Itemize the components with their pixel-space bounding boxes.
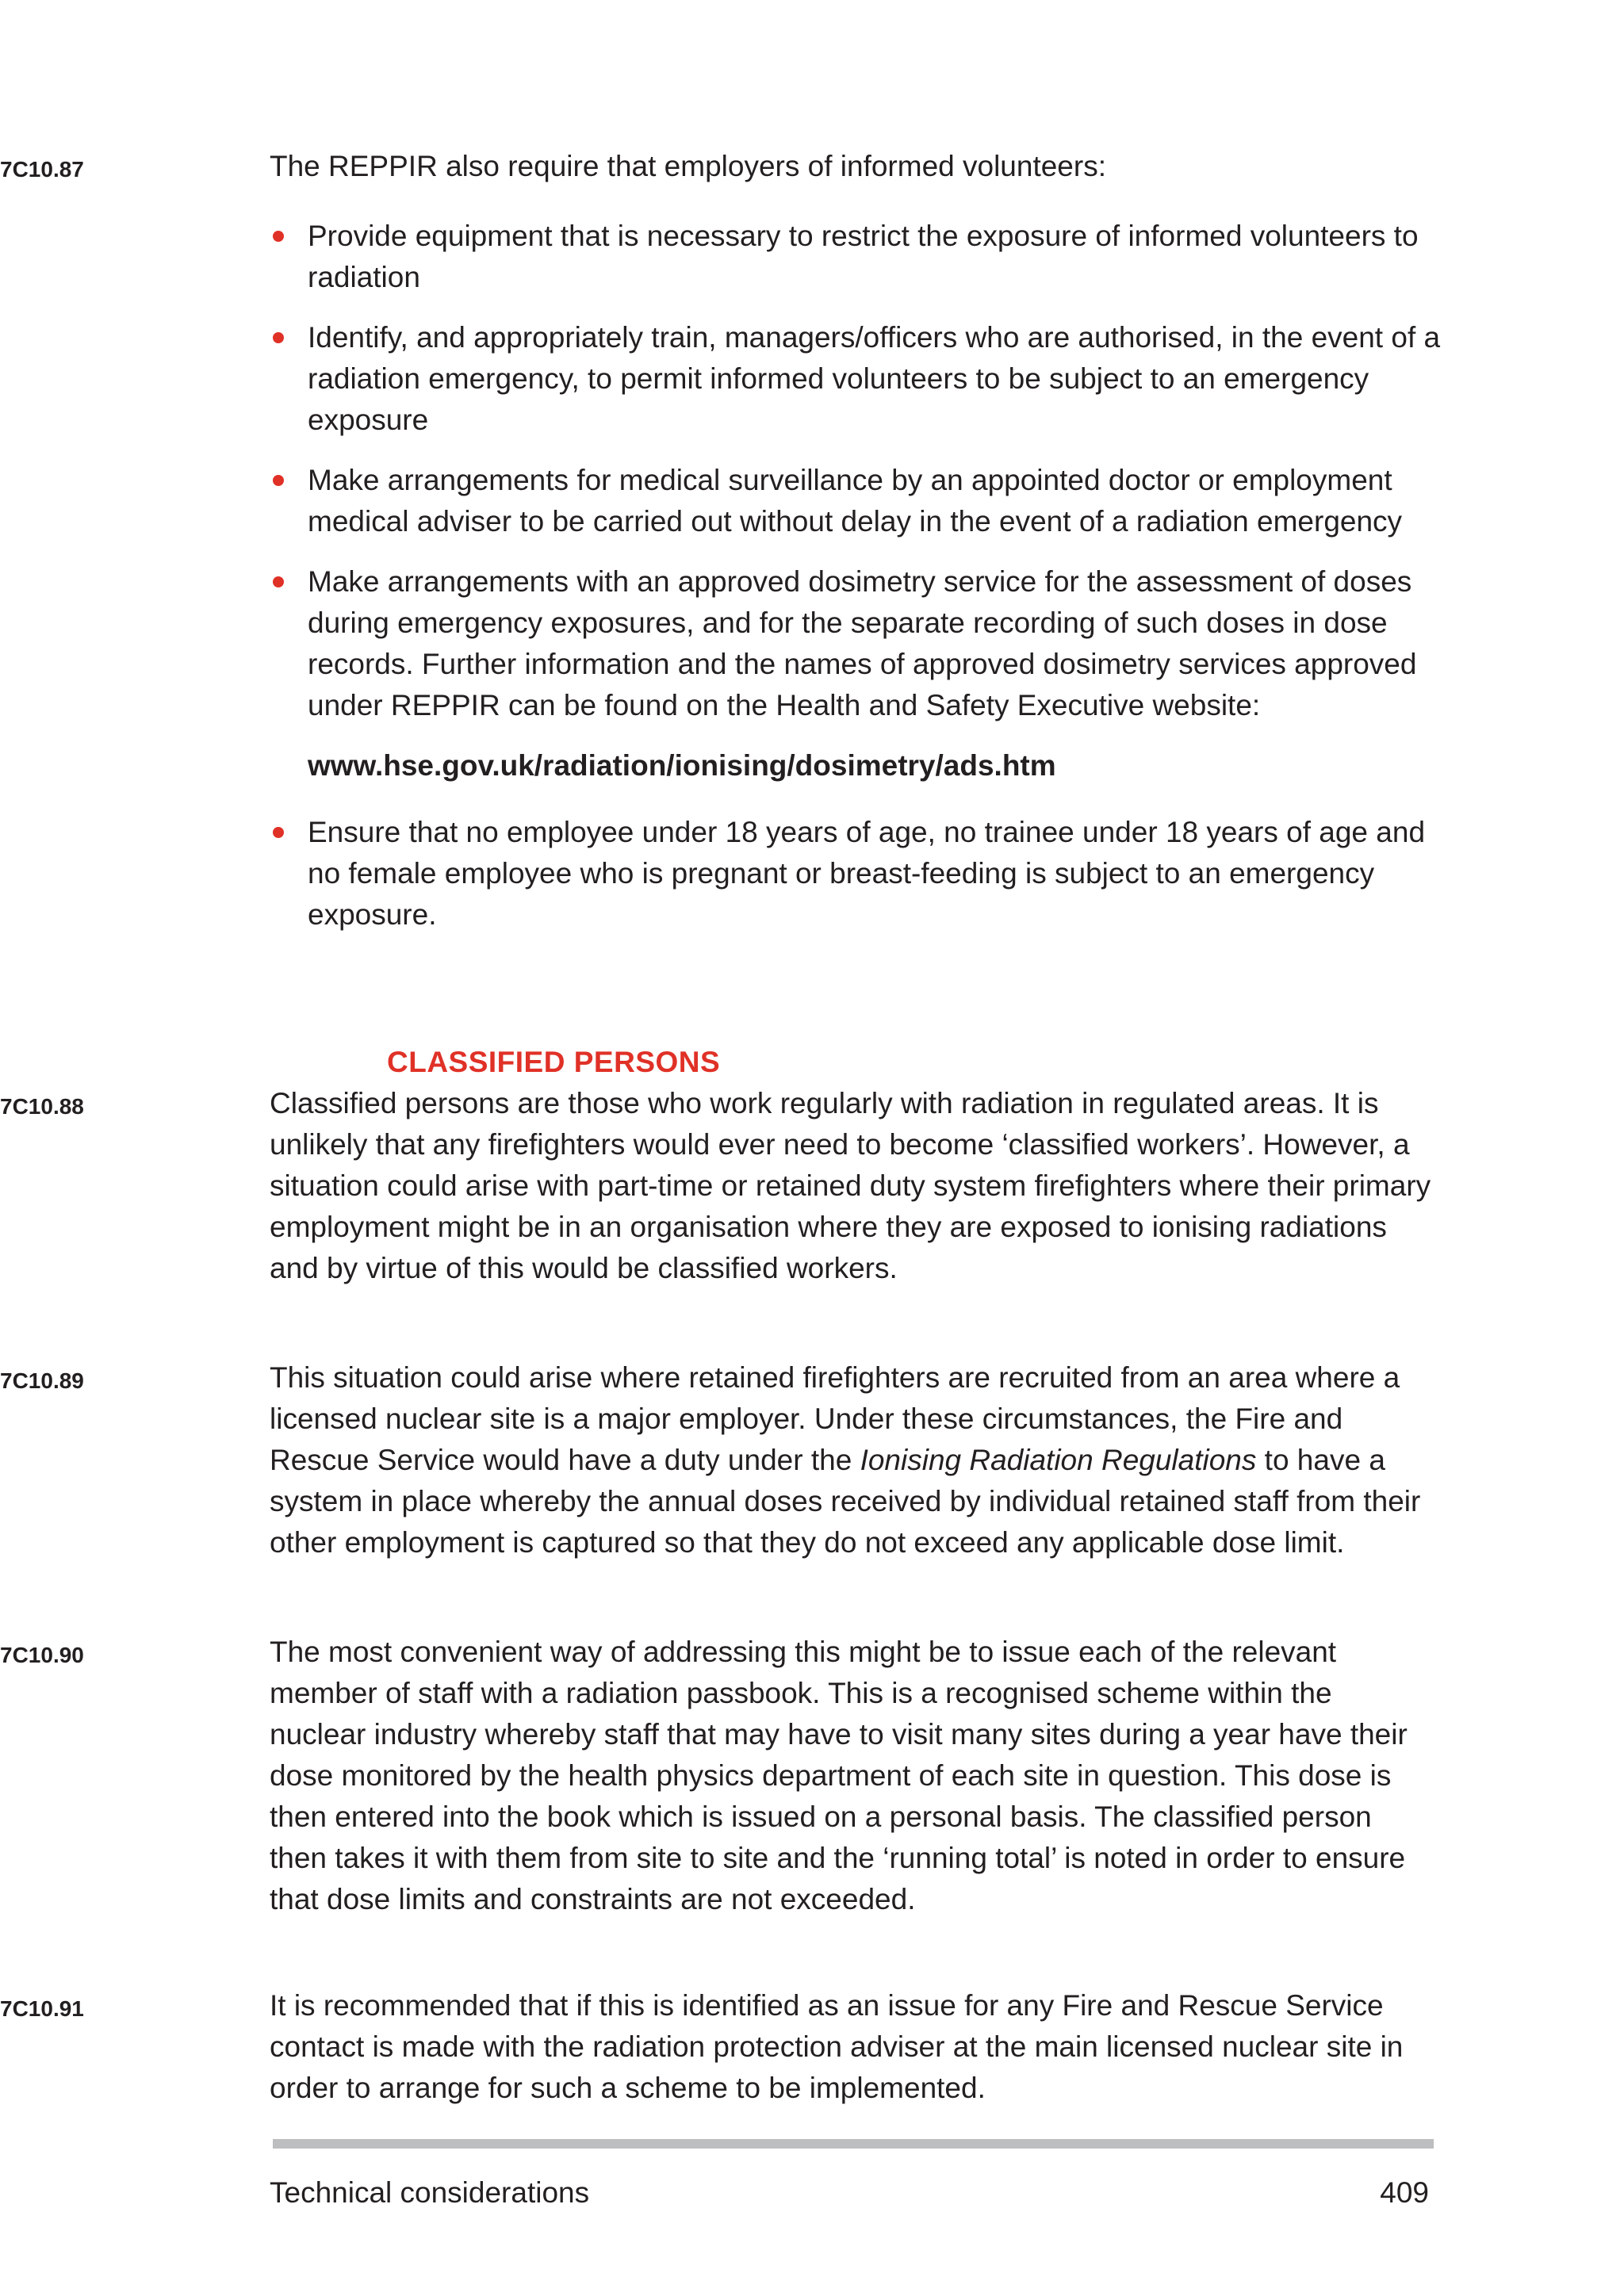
list-item: Make arrangements for medical surveillance by an appointed doctor or employment medical adviser to be carried out without delay in the event of a radiation emergency [270,460,1443,542]
paragraph-text: The most convenient way of addressing this might be to issue each of the relevant member of staff with a radiation passbook. This is a recognised scheme within the nuclear industry whereby staff that may have to visit many sites during a year have their dose monitored by the health physics department of each site in question. This dose is then entered into the book which is issued on a personal basis. The classified person then takes it with them from site to site and the ‘running total’ is noted in order to ensure that dose limits and constraints are not exceeded. [270,1636,1408,1915]
list-item: Provide equipment that is necessary to restrict the exposure of informed volunteers to radiation [270,216,1443,298]
paragraph-intro: The REPPIR also require that employers of informed volunteers: [270,150,1106,182]
paragraph-7c10-88: 7C10.88 Classified persons are those who work regularly with radiation in regulated areas. It is unlikely that any firefighters would ever need to become ‘classified workers’. However, a situation could arise with part-time or retained duty system firefighters where their primary employment might be in an organisation where they are exposed to ionising radiations and by virtue of this would be classified workers. [270,1083,1435,1289]
bullet-icon [273,576,284,587]
bullet-list-reppir [270,216,1443,936]
paragraph-text: This situation could arise where retained firefighters are recruited from an area where a licensed nuclear site is a major employer. Under these circumstances, the Fire and Rescue Service would have a duty under the Ionising Radiation Regulations to have a system in place whereby the annual doses received by individual retained staff from their other employment is captured so that they do not exceed any applicable dose limit. [270,1361,1421,1559]
paragraph-text: Classified persons are those who work regularly with radiation in regulated areas. It is unlikely that any firefighters would ever need to become ‘classified workers’. However, a situation could arise with part-time or retained duty system firefighters where their primary employment might be in an organisation where they are exposed to ionising radiations and by virtue of this would be classified workers. [270,1087,1431,1284]
list-item: Ensure that no employee under 18 years of age, no trainee under 18 years of age and no female employee who is pregnant or breast-feeding is subject to an emergency exposure. [270,812,1443,936]
bullet-icon [273,827,284,838]
hse-dosimetry-link[interactable]: www.hse.gov.uk/radiation/ionising/dosimetry/ads.htm [308,749,1056,782]
list-item: Make arrangements with an approved dosimetry service for the assessment of doses during emergency exposures, and for the separate recording of such doses in dose records. Further information and the names of approved dosimetry services approved under REPPIR can be found on the Health and Safety Executive website: [270,561,1443,726]
list-item: Identify, and appropriately train, managers/officers who are authorised, in the event of a radiation emergency, to permit informed volunteers to be subject to an emergency exposure [270,317,1443,441]
paragraph-7c10-87: 7C10.87 The REPPIR also require that employers of informed volunteers: [270,146,1435,187]
footer-rule [273,2139,1434,2149]
footer-section-title: Technical considerations [270,2176,590,2209]
bullet-icon [273,475,284,486]
paragraph-7c10-90: 7C10.90 The most convenient way of addressing this might be to issue each of the relevant member of staff with a radiation passbook. This is a recognised scheme within the nuclear industry whereby staff that may have to visit many sites during a year have their dose monitored by the health physics department of each site in question. This dose is then entered into the book which is issued on a personal basis. The classified person then takes it with them from site to site and the ‘running total’ is noted in order to ensure that dose limits and constraints are not exceeded. [270,1632,1435,1920]
paragraph-7c10-89: 7C10.89 This situation could arise where retained firefighters are recruited from an area where a licensed nuclear site is a major employer. Under these circumstances, the Fire and Rescue Service would have a duty under the Ionising Radiation Regulations to have a system in place whereby the annual doses received by individual retained staff from their other employment is captured so that they do not exceed any applicable dose limit. [270,1357,1435,1563]
page-number: 409 [1380,2176,1429,2209]
section-heading-classified-persons: CLASSIFIED PERSONS [387,1046,721,1078]
regulation-title: Ionising Radiation Regulations [860,1444,1257,1476]
bullet-icon [273,231,284,242]
paragraph-text: It is recommended that if this is identified as an issue for any Fire and Rescue Service contact is made with the radiation protection adviser at the main licensed nuclear site in order to arrange for such a scheme to be implemented. [270,1989,1404,2104]
bullet-icon [273,332,284,343]
paragraph-7c10-91: 7C10.91 It is recommended that if this is identified as an issue for any Fire and Rescue Service contact is made with the radiation protection adviser at the main licensed nuclear site in order to arrange for such a scheme to be implemented. [270,1985,1435,2109]
